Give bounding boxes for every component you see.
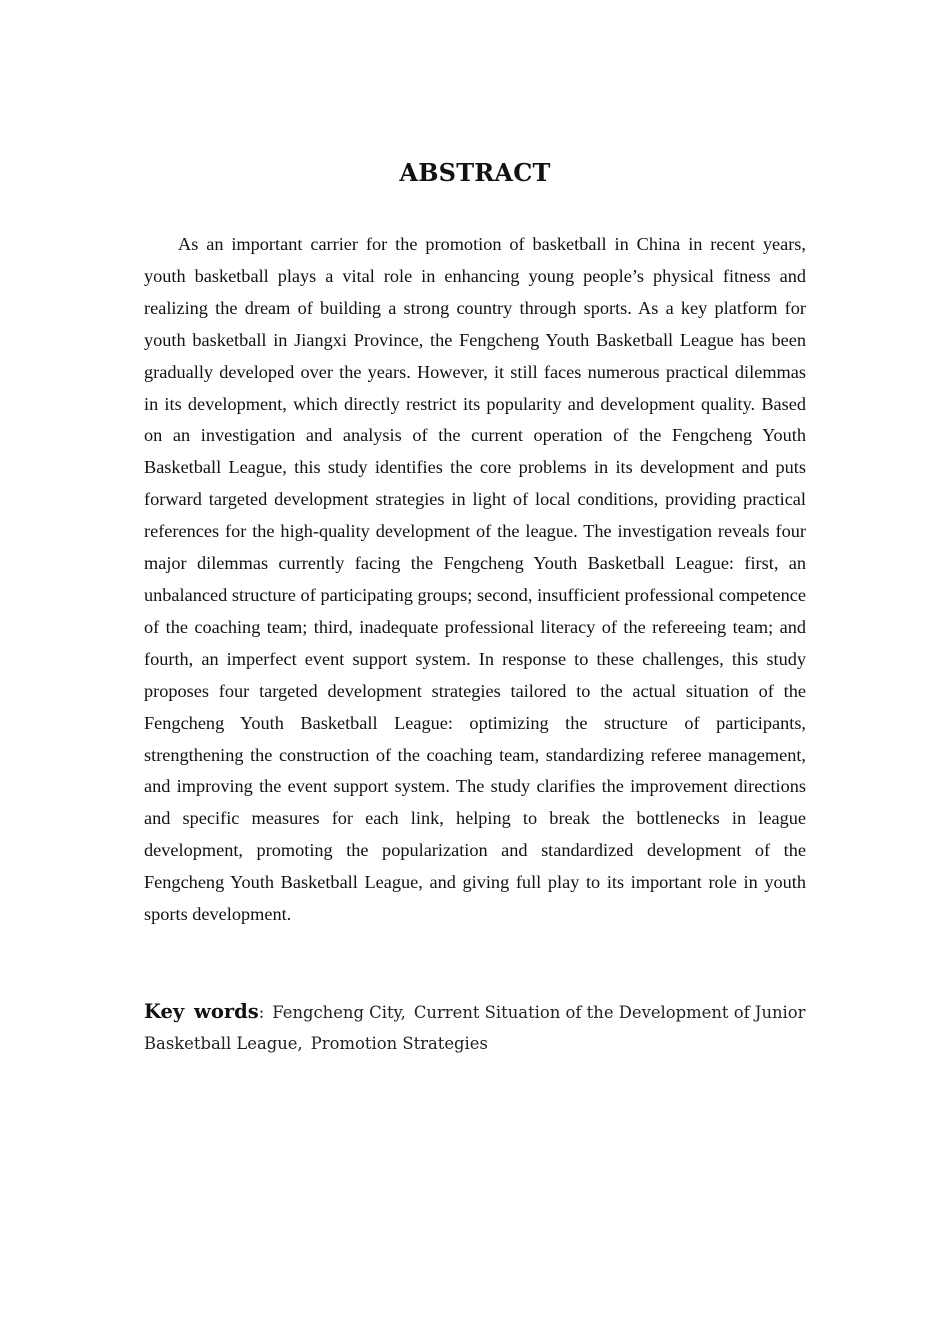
keyword-item: Promotion Strategies xyxy=(310,1034,488,1053)
abstract-body-paragraph: As an important carrier for the promotion of basketball in China in recent years, youth basketball plays a vital role in enhancing young people’s physical fitness and realizing the dream of building a strong country through sports. As a key platform for youth basketball in Jiangxi Province, the Fengcheng Youth Basketball League has been gradually developed over the years. However, it still faces numerous practical dilemmas in its development, which directly restrict its popularity and development quality. Based on an investigation and analysis of the current operation of the Fengcheng Youth Basketball League, this study identifies the core problems in its development and puts forward targeted development strategies in light of local conditions, providing practical references for the high-quality development of the league. The investigation reveals four major dilemmas currently facing the Fengcheng Youth Basketball League: first, an unbalanced structure of participating groups; second, insufficient professional competence of the coaching team; third, inadequate professional literacy of the refereeing team; and fourth, an imperfect event support system. In response to these challenges, this study proposes four targeted development strategies tailored to the actual situation of the Fengcheng Youth Basketball League: optimizing the structure of participants, strengthening the construction of the coaching team, standardizing referee management, and improving the event support system. The study clarifies the improvement directions and specific measures for each link, helping to break the bottlenecks in league development, promoting the popularization and standardized development of the Fengcheng Youth Basketball League, and giving full play to its important role in youth sports development. xyxy=(144,234,806,925)
abstract-title: ABSTRACT xyxy=(399,158,551,187)
keywords-label-separator: : xyxy=(258,1003,265,1022)
keywords-label: Key words xyxy=(144,1000,259,1023)
keywords-line xyxy=(144,996,806,1059)
keyword-separator: , xyxy=(297,1034,303,1053)
keyword-item: Current Situation of the Development of Junior Basketball League xyxy=(144,1003,806,1053)
keyword-item: Fengcheng City xyxy=(272,1003,401,1022)
keyword-separator: , xyxy=(400,1003,406,1022)
